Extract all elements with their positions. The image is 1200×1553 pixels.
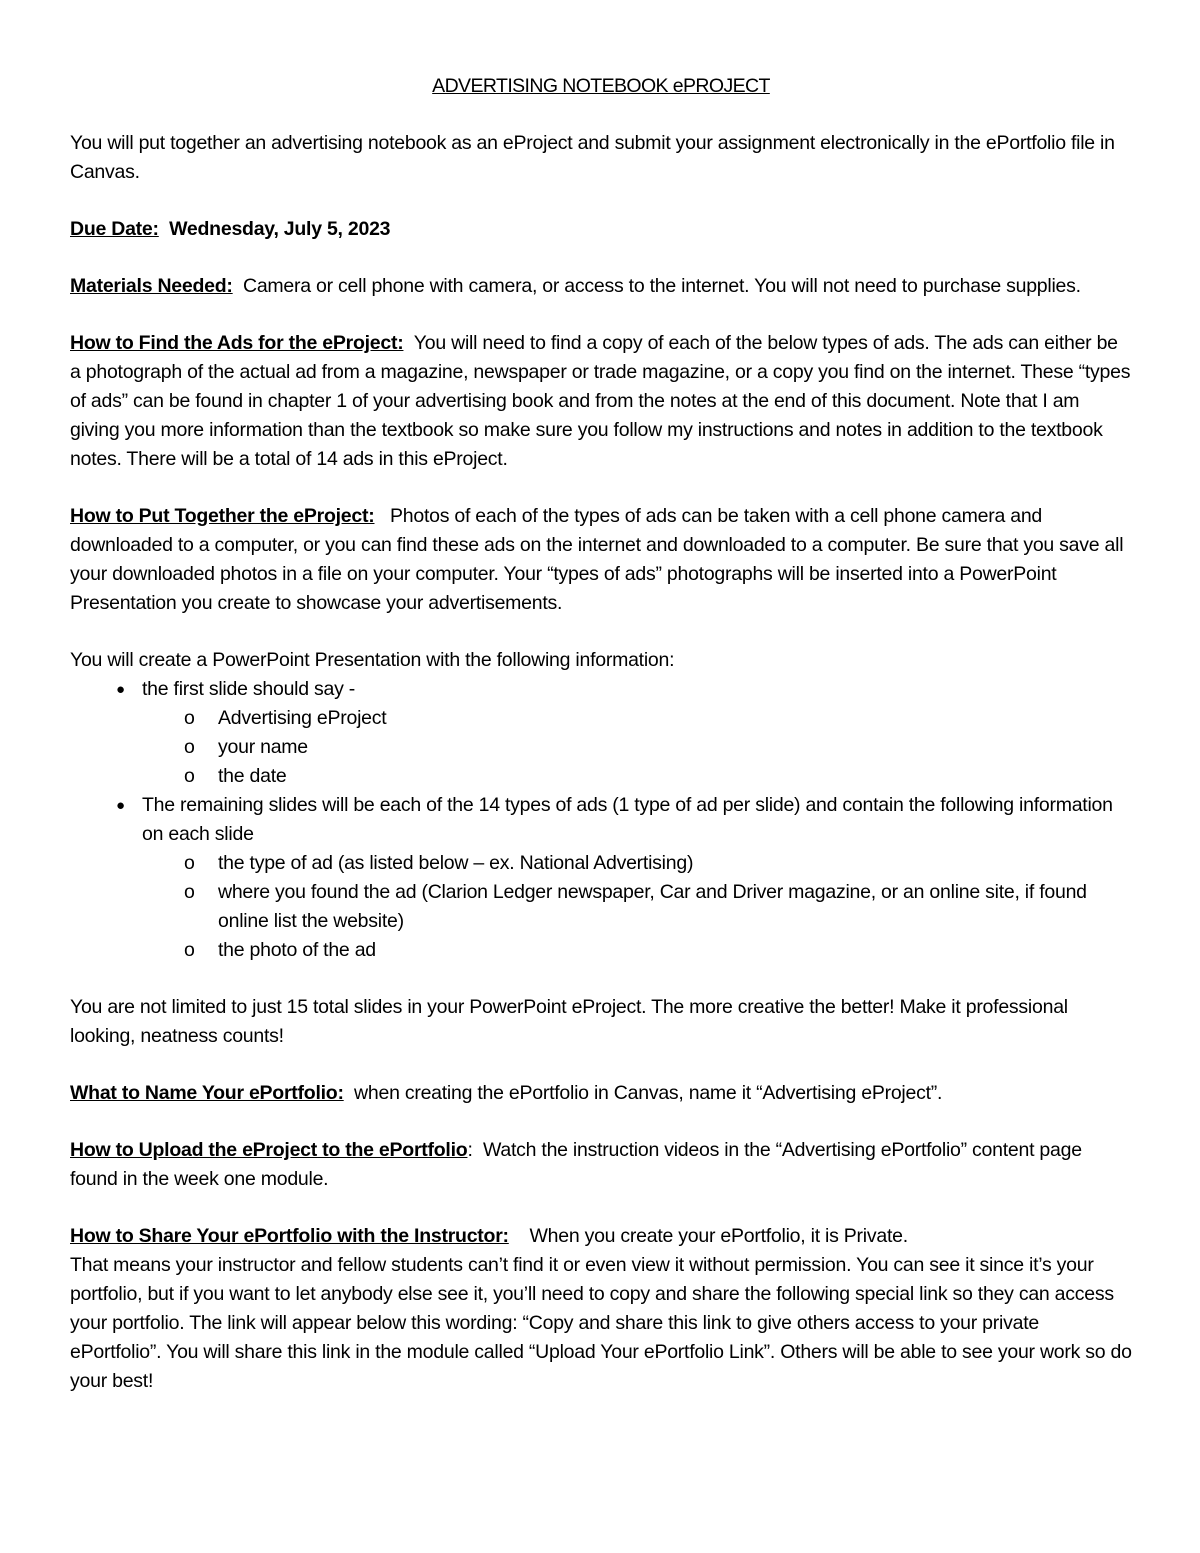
document-title: ADVERTISING NOTEBOOK ePROJECT: [432, 75, 770, 97]
sub-item: [184, 849, 1132, 878]
sub-item: [184, 936, 1132, 965]
limit-note-paragraph: You are not limited to just 15 total slides in your PowerPoint eProject. The more creative the better! Make it professional looking, neatness counts!: [70, 996, 1068, 1047]
bullet-dot-icon: ●: [116, 797, 125, 814]
upload-text: Watch the instruction videos in the “Advertising ePortfolio” content page found in the week one module.: [70, 1139, 1082, 1190]
sub-item-text: the photo of the ad: [218, 939, 376, 961]
sub-item-text: where you found the ad (Clarion Ledger newspaper, Car and Driver magazine, or an online site, if found online list the website): [218, 881, 1087, 932]
find-ads-paragraph: [70, 329, 1132, 474]
sub-item: [184, 704, 1132, 733]
materials-label: Materials Needed:: [70, 275, 233, 297]
upload-colon: :: [467, 1139, 473, 1161]
upload-paragraph: [70, 1136, 1132, 1194]
bullet-text: the first slide should say -: [142, 678, 356, 700]
sub-item-text: the type of ad (as listed below – ex. National Advertising): [218, 852, 694, 874]
sub-item: [184, 762, 1132, 791]
powerpoint-bullet-list: [70, 675, 1132, 965]
due-date-value: Wednesday, July 5, 2023: [169, 218, 391, 240]
bullet-dot-icon: ●: [116, 681, 125, 698]
sub-item: [184, 878, 1132, 936]
circle-bullet-icon: o: [184, 939, 195, 961]
circle-bullet-icon: o: [184, 707, 195, 729]
due-date-label: Due Date:: [70, 218, 159, 240]
share-label: How to Share Your ePortfolio with the Instructor:: [70, 1225, 509, 1247]
materials-paragraph: [70, 272, 1132, 301]
sub-item-text: the date: [218, 765, 287, 787]
powerpoint-section: [70, 646, 1132, 965]
name-portfolio-label: What to Name Your ePortfolio:: [70, 1082, 344, 1104]
due-date-paragraph: [70, 215, 1132, 244]
bullet-item: [116, 675, 1132, 791]
bullet-item: [116, 791, 1132, 965]
circle-bullet-icon: o: [184, 765, 195, 787]
name-portfolio-paragraph: [70, 1079, 1132, 1108]
put-together-paragraph: [70, 502, 1132, 618]
circle-bullet-icon: o: [184, 881, 195, 903]
find-ads-label: How to Find the Ads for the eProject:: [70, 332, 404, 354]
put-together-text: Photos of each of the types of ads can be taken with a cell phone camera and downloaded to a computer, or you can find these ads on the internet and downloaded to a computer. Be sure that you save all your downloaded photos in a file on your computer. Your “types of ads” photographs will be inserted into a PowerPoint Presentation you create to showcase your advertisements.: [70, 505, 1124, 614]
sub-item-text: your name: [218, 736, 308, 758]
sub-list: [142, 704, 1132, 791]
document-page: [70, 72, 1132, 1396]
bullet-text: The remaining slides will be each of the 14 types of ads (1 type of ad per slide) and contain the following information on each slide: [142, 794, 1113, 845]
name-portfolio-text: when creating the ePortfolio in Canvas, name it “Advertising eProject”.: [354, 1082, 943, 1104]
upload-label: How to Upload the eProject to the ePortfolio: [70, 1139, 468, 1161]
share-text: When you create your ePortfolio, it is Private.: [529, 1225, 908, 1247]
materials-text: Camera or cell phone with camera, or access to the internet. You will not need to purchase supplies.: [243, 275, 1081, 297]
share-text-continued: That means your instructor and fellow students can’t find it or even view it without permission. You can see it since it’s your portfolio, but if you want to let anybody else see it, you’ll need to copy and share the following special link so they can access your portfolio. The link will appear below this wording: “Copy and share this link to give others access to your private ePortfolio”. You will share this link in the module called “Upload Your ePortfolio Link”. Others will be able to see your work so do your best!: [70, 1254, 1132, 1392]
intro-paragraph: You will put together an advertising notebook as an eProject and submit your assignment electronically in the ePortfolio file in Canvas.: [70, 132, 1115, 183]
sub-item-text: Advertising eProject: [218, 707, 387, 729]
powerpoint-intro: You will create a PowerPoint Presentation with the following information:: [70, 649, 675, 671]
circle-bullet-icon: o: [184, 736, 195, 758]
sub-list: [142, 849, 1132, 965]
sub-item: [184, 733, 1132, 762]
circle-bullet-icon: o: [184, 852, 195, 874]
share-paragraph: [70, 1222, 1132, 1396]
put-together-label: How to Put Together the eProject:: [70, 505, 375, 527]
find-ads-text: You will need to find a copy of each of the below types of ads. The ads can either be a photograph of the actual ad from a magazine, newspaper or trade magazine, or a copy you find on the internet. These “types of ads” can be found in chapter 1 of your advertising book and from the notes at the end of this document. Note that I am giving you more information than the textbook so make sure you follow my instructions and notes in addition to the textbook notes. There will be a total of 14 ads in this eProject.: [70, 332, 1131, 470]
